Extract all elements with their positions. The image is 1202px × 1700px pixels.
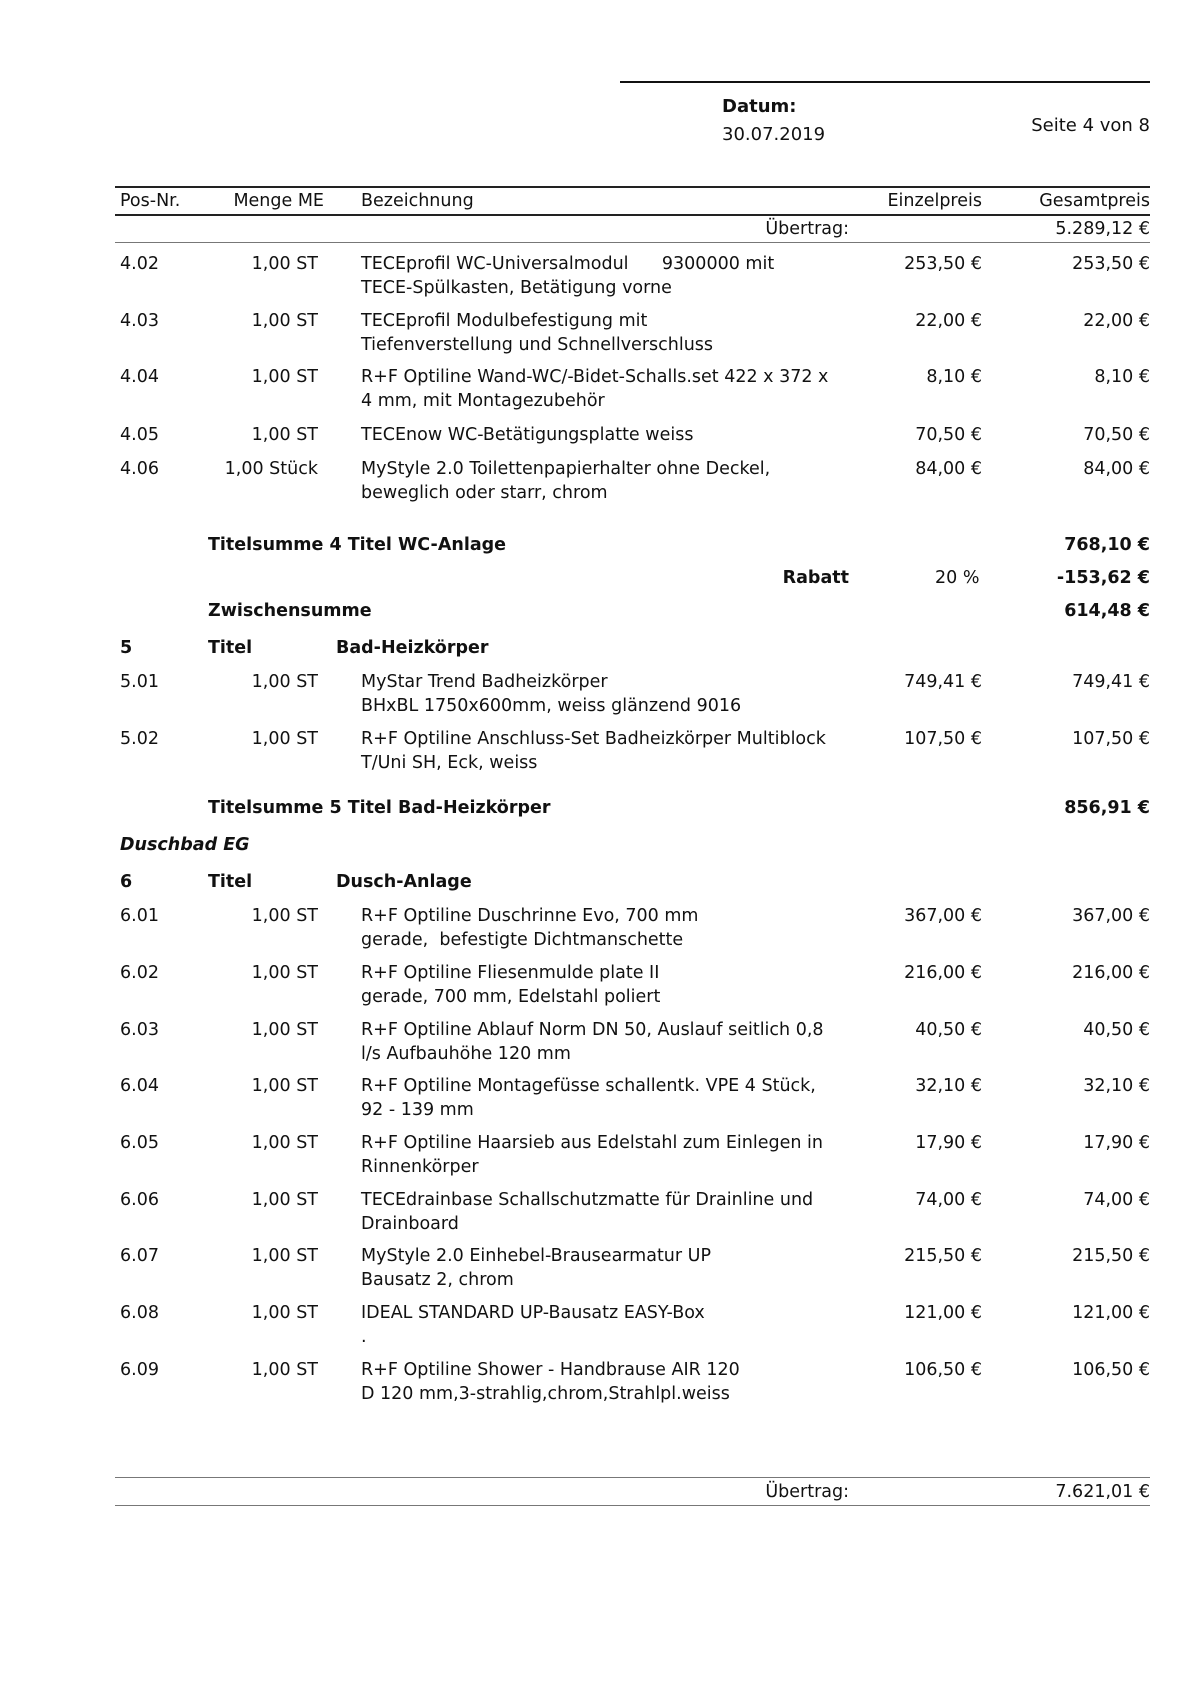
item-total-price: 8,10 €: [1094, 367, 1150, 387]
carry-in-rule: [115, 242, 1150, 243]
item-total-price: 106,50 €: [1072, 1360, 1150, 1380]
item-position: 5.01: [120, 672, 159, 692]
line-item-row: [0, 1301, 1202, 1349]
item-total-price: 107,50 €: [1072, 729, 1150, 749]
item-quantity: 1,00 ST: [251, 1303, 318, 1323]
section4-sum-value: 768,10 €: [1064, 535, 1150, 555]
item-total-price: 17,90 €: [1083, 1133, 1150, 1153]
table-top-rule: [115, 186, 1150, 188]
item-description: R+F Optiline Fliesenmulde plate II: [361, 963, 660, 983]
item-description-cont: Drainboard: [361, 1214, 459, 1234]
item-description: MyStyle 2.0 Toilettenpapierhalter ohne Deckel,: [361, 459, 771, 479]
item-total-price: 216,00 €: [1072, 963, 1150, 983]
item-unit-price: 121,00 €: [904, 1303, 982, 1323]
item-description: TECEprofil Modulbefestigung mit: [361, 311, 648, 331]
subtotal-label: Zwischensumme: [208, 601, 372, 621]
item-position: 4.05: [120, 425, 159, 445]
line-item-row: [0, 1018, 1202, 1066]
item-total-price: 749,41 €: [1072, 672, 1150, 692]
carry-out-row: [0, 1480, 1202, 1504]
date-label: Datum:: [722, 96, 797, 117]
item-quantity: 1,00 ST: [251, 1190, 318, 1210]
item-description: R+F Optiline Anschluss-Set Badheizkörper Multiblock: [361, 729, 826, 749]
signature-line: [620, 81, 1150, 83]
item-description: R+F Optiline Haarsieb aus Edelstahl zum Einlegen in: [361, 1133, 823, 1153]
item-description-cont: gerade, 700 mm, Edelstahl poliert: [361, 987, 661, 1007]
item-unit-price: 32,10 €: [915, 1076, 982, 1096]
carry-out-bottom-rule: [115, 1505, 1150, 1506]
item-position: 6.09: [120, 1360, 159, 1380]
item-position: 6.02: [120, 963, 159, 983]
line-item-row: [0, 365, 1202, 413]
section5-sum-value: 856,91 €: [1064, 798, 1150, 818]
item-quantity: 1,00 ST: [251, 1076, 318, 1096]
room-label: Duschbad EG: [120, 835, 250, 855]
section5-sum-row: [0, 796, 1202, 820]
line-item-row: [0, 1358, 1202, 1406]
item-quantity: 1,00 ST: [251, 1246, 318, 1266]
item-unit-price: 367,00 €: [904, 906, 982, 926]
room-label-row: [0, 833, 1202, 857]
section6-number: 6: [120, 872, 133, 892]
item-quantity: 1,00 ST: [251, 425, 318, 445]
item-description: R+F Optiline Wand-WC/-Bidet-Schalls.set 422 x 372 x: [361, 367, 829, 387]
item-description-cont: Bausatz 2, chrom: [361, 1270, 514, 1290]
line-item-row: [0, 670, 1202, 718]
item-total-price: 32,10 €: [1083, 1076, 1150, 1096]
item-position: 4.04: [120, 367, 159, 387]
item-quantity: 1,00 ST: [251, 672, 318, 692]
col-header-desc: Bezeichnung: [361, 191, 474, 211]
item-description: R+F Optiline Ablauf Norm DN 50, Auslauf seitlich 0,8: [361, 1020, 824, 1040]
section4-sum-label: Titelsumme 4 Titel WC-Anlage: [208, 535, 507, 555]
item-unit-price: 70,50 €: [915, 425, 982, 445]
line-item-row: [0, 1244, 1202, 1292]
item-unit-price: 216,00 €: [904, 963, 982, 983]
item-position: 6.06: [120, 1190, 159, 1210]
item-description-cont: BHxBL 1750x600mm, weiss glänzend 9016: [361, 696, 742, 716]
section5-titel-label: Titel: [208, 638, 253, 658]
line-item-row: [0, 1074, 1202, 1122]
section4-sum-row: [0, 533, 1202, 557]
item-position: 5.02: [120, 729, 159, 749]
item-position: 4.06: [120, 459, 159, 479]
item-description-cont: Tiefenverstellung und Schnellverschluss: [361, 335, 714, 355]
item-description: R+F Optiline Montagefüsse schallentk. VPE 4 Stück,: [361, 1076, 816, 1096]
item-unit-price: 8,10 €: [926, 367, 982, 387]
item-unit-price: 106,50 €: [904, 1360, 982, 1380]
table-header-rule: [115, 214, 1150, 216]
item-position: 6.05: [120, 1133, 159, 1153]
item-position: 6.03: [120, 1020, 159, 1040]
line-item-row: [0, 1131, 1202, 1179]
subtotal-value: 614,48 €: [1064, 601, 1150, 621]
item-description: MyStar Trend Badheizkörper: [361, 672, 608, 692]
section5-number: 5: [120, 638, 133, 658]
item-unit-price: 253,50 €: [904, 254, 982, 274]
item-description: TECEprofil WC-Universalmodul 9300000 mit: [361, 254, 775, 274]
item-quantity: 1,00 ST: [251, 254, 318, 274]
item-quantity: 1,00 ST: [251, 729, 318, 749]
section5-sum-label: Titelsumme 5 Titel Bad-Heizkörper: [208, 798, 551, 818]
item-description-cont: D 120 mm,3-strahlig,chrom,Strahlpl.weiss: [361, 1384, 730, 1404]
item-description-cont: gerade, befestigte Dichtmanschette: [361, 930, 684, 950]
discount-row: [0, 566, 1202, 590]
item-position: 6.04: [120, 1076, 159, 1096]
item-unit-price: 107,50 €: [904, 729, 982, 749]
item-unit-price: 749,41 €: [904, 672, 982, 692]
item-position: 6.01: [120, 906, 159, 926]
item-description: TECEdrainbase Schallschutzmatte für Drainline und: [361, 1190, 814, 1210]
item-quantity: 1,00 ST: [251, 367, 318, 387]
item-description: MyStyle 2.0 Einhebel-Brausearmatur UP: [361, 1246, 712, 1266]
carry-in-label: Übertrag:: [765, 219, 849, 239]
item-position: 6.07: [120, 1246, 159, 1266]
item-unit-price: 215,50 €: [904, 1246, 982, 1266]
section5-name: Bad-Heizkörper: [336, 638, 489, 658]
item-description-cont: .: [361, 1327, 367, 1347]
item-unit-price: 40,50 €: [915, 1020, 982, 1040]
item-description-cont: T/Uni SH, Eck, weiss: [361, 753, 538, 773]
item-unit-price: 17,90 €: [915, 1133, 982, 1153]
date-value: 30.07.2019: [722, 124, 826, 145]
carry-in-row: [0, 217, 1202, 241]
item-description-cont: l/s Aufbauhöhe 120 mm: [361, 1044, 571, 1064]
discount-percent: 20 %: [935, 568, 980, 588]
item-description: IDEAL STANDARD UP-Bausatz EASY-Box: [361, 1303, 705, 1323]
item-position: 4.03: [120, 311, 159, 331]
item-total-price: 215,50 €: [1072, 1246, 1150, 1266]
discount-label: Rabatt: [782, 568, 849, 588]
section6-title-row: [0, 870, 1202, 894]
carry-out-value: 7.621,01 €: [1055, 1482, 1150, 1502]
item-description-cont: TECE-Spülkasten, Betätigung vorne: [361, 278, 672, 298]
section6-name: Dusch-Anlage: [336, 872, 472, 892]
item-quantity: 1,00 ST: [251, 1020, 318, 1040]
item-quantity: 1,00 ST: [251, 963, 318, 983]
item-description: R+F Optiline Shower - Handbrause AIR 120: [361, 1360, 740, 1380]
item-total-price: 74,00 €: [1083, 1190, 1150, 1210]
item-description-cont: 92 - 139 mm: [361, 1100, 474, 1120]
page-number: Seite 4 von 8: [1031, 115, 1150, 136]
item-total-price: 367,00 €: [1072, 906, 1150, 926]
line-item-row: [0, 1188, 1202, 1236]
carry-out-label: Übertrag:: [765, 1482, 849, 1502]
item-position: 6.08: [120, 1303, 159, 1323]
table-header-row: [0, 189, 1202, 213]
line-item-row: [0, 727, 1202, 775]
item-position: 4.02: [120, 254, 159, 274]
item-quantity: 1,00 Stück: [224, 459, 318, 479]
discount-value: -153,62 €: [1056, 568, 1150, 588]
subtotal-row: [0, 599, 1202, 623]
carry-out-top-rule: [115, 1477, 1150, 1478]
line-item-row: [0, 904, 1202, 952]
item-description: R+F Optiline Duschrinne Evo, 700 mm: [361, 906, 699, 926]
col-header-unit-price: Einzelpreis: [887, 191, 982, 211]
item-total-price: 84,00 €: [1083, 459, 1150, 479]
col-header-pos: Pos-Nr.: [120, 191, 181, 211]
line-item-row: [0, 457, 1202, 505]
item-description-cont: 4 mm, mit Montagezubehör: [361, 391, 605, 411]
item-total-price: 22,00 €: [1083, 311, 1150, 331]
item-quantity: 1,00 ST: [251, 1133, 318, 1153]
item-total-price: 40,50 €: [1083, 1020, 1150, 1040]
section5-title-row: [0, 636, 1202, 660]
item-quantity: 1,00 ST: [251, 311, 318, 331]
line-item-row: [0, 961, 1202, 1009]
line-item-row: [0, 309, 1202, 357]
carry-in-value: 5.289,12 €: [1055, 219, 1150, 239]
item-unit-price: 84,00 €: [915, 459, 982, 479]
item-quantity: 1,00 ST: [251, 906, 318, 926]
col-header-total-price: Gesamtpreis: [1039, 191, 1150, 211]
section6-titel-label: Titel: [208, 872, 253, 892]
item-quantity: 1,00 ST: [251, 1360, 318, 1380]
item-unit-price: 74,00 €: [915, 1190, 982, 1210]
item-description-cont: Rinnenkörper: [361, 1157, 479, 1177]
col-header-qty: Menge ME: [233, 191, 324, 211]
item-description-cont: beweglich oder starr, chrom: [361, 483, 608, 503]
item-total-price: 253,50 €: [1072, 254, 1150, 274]
item-total-price: 70,50 €: [1083, 425, 1150, 445]
item-unit-price: 22,00 €: [915, 311, 982, 331]
line-item-row: [0, 252, 1202, 300]
item-total-price: 121,00 €: [1072, 1303, 1150, 1323]
item-description: TECEnow WC-Betätigungsplatte weiss: [361, 425, 694, 445]
